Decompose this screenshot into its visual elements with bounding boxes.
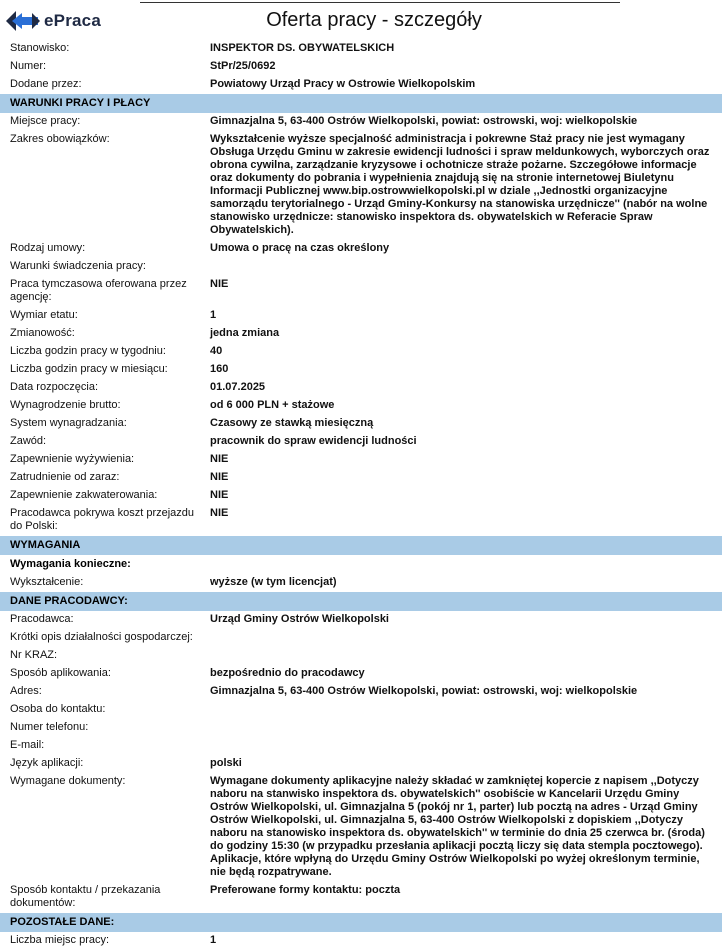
field-value: StPr/25/0692 (210, 60, 276, 72)
section-warunki-header (0, 94, 722, 113)
field-value: od 6 000 PLN + stażowe (210, 399, 335, 411)
field-label: Zatrudnienie od zaraz: (10, 471, 120, 483)
offer-details-table (0, 40, 722, 950)
field-value (200, 647, 722, 665)
detail-row (0, 379, 722, 397)
field-value: 01.07.2025 (210, 381, 266, 393)
field-value (200, 719, 722, 737)
field-label: Warunki świadczenia pracy: (10, 260, 146, 272)
detail-row (0, 415, 722, 433)
field-value: Umowa o pracę na czas określony (210, 242, 390, 254)
detail-row (0, 505, 722, 536)
field-label: Liczba miejsc pracy: (10, 934, 110, 946)
field-value: jedna zmiana (210, 327, 280, 339)
section-title: WARUNKI PRACY I PŁACY (0, 94, 722, 113)
field-value (200, 258, 722, 276)
detail-row (0, 58, 722, 76)
field-label: Wymagane dokumenty: (10, 775, 126, 787)
field-label: Osoba do kontaktu: (10, 703, 106, 715)
detail-row (0, 258, 722, 276)
section-wymagania-header (0, 536, 722, 555)
detail-row (0, 647, 722, 665)
section-title: POZOSTAŁE DANE: (0, 913, 722, 932)
field-label: Zapewnienie zakwaterowania: (10, 489, 158, 501)
detail-row (0, 433, 722, 451)
field-label: Zawód: (10, 435, 47, 447)
detail-row (0, 882, 722, 913)
field-label: Stanowisko: (10, 42, 70, 54)
page-title: Oferta pracy - szczegóły (266, 9, 482, 31)
detail-row (0, 131, 722, 240)
detail-row (0, 773, 722, 882)
field-value: 40 (210, 345, 223, 357)
requirements-subheading-row (0, 555, 722, 574)
field-value: 1 (210, 934, 217, 946)
field-label: Język aplikacji: (10, 757, 84, 769)
detail-row (0, 737, 722, 755)
detail-row (0, 451, 722, 469)
field-label: Rodzaj umowy: (10, 242, 86, 254)
detail-row (0, 629, 722, 647)
field-value (200, 629, 722, 647)
detail-row (0, 755, 722, 773)
field-value (200, 737, 722, 755)
detail-row (0, 701, 722, 719)
detail-row (0, 276, 722, 307)
detail-row (0, 240, 722, 258)
detail-row (0, 325, 722, 343)
field-label: Numer: (10, 60, 47, 72)
field-label: Nr KRAZ: (10, 649, 58, 661)
field-value: pracownik do spraw ewidencji ludności (210, 435, 417, 447)
field-label: Wymiar etatu: (10, 309, 78, 321)
field-value: polski (210, 757, 242, 769)
field-value: wyższe (w tym licencjat) (210, 576, 337, 588)
detail-row (0, 719, 722, 737)
detail-row (0, 361, 722, 379)
field-value: bezpośrednio do pracodawcy (210, 667, 365, 679)
logo-text: ePraca (44, 11, 101, 30)
requirements-subheading: Wymagania konieczne: (10, 558, 131, 570)
field-label: Liczba godzin pracy w tygodniu: (10, 345, 166, 357)
field-value: Gimnazjalna 5, 63-400 Ostrów Wielkopolski, powiat: ostrowski, woj: wielkopolskie (210, 685, 638, 697)
field-label: Krótki opis działalności gospodarczej: (10, 631, 193, 643)
field-label: Liczba godzin pracy w miesiącu: (10, 363, 168, 375)
field-value: NIE (210, 489, 229, 501)
field-label: Zmianowość: (10, 327, 75, 339)
detail-row (0, 343, 722, 361)
field-value: NIE (210, 507, 229, 519)
field-label: Wynagrodzenie brutto: (10, 399, 121, 411)
field-value: NIE (210, 453, 229, 465)
field-value: Wykształcenie wyższe specjalność administracja i pokrewne Staż pracy nie jest wymagany Obsługa Urzędu Gminu w zakresie ewidencji ludności i spraw meldunkowych, wyborczych oraz obrona cywilna, zarządzanie kryzysowe i ochotnicze straże pożarne. Szczegółowe informacje oraz dokumenty do pobrania i wypełnienia znajdują się na stronie internetowej Biuletynu Informacji Publicznej www.bip.ostrowwielkopolski.pl w dziale ,,Jednostki organizacyjne samorządu terytorialnego - Urząd Gminy-Konkursy na stanowiska urzędnicze'' (nabór na wolne stanowisko urzędnicze: stanowisko inspektora ds. obywatelskich w Referacie Spraw Obywatelskich). (210, 133, 710, 236)
field-label: Data rozpoczęcia: (10, 381, 99, 393)
field-value: Czasowy ze stawką miesięczną (210, 417, 374, 429)
field-value: Powiatowy Urząd Pracy w Ostrowie Wielkopolskim (210, 78, 476, 90)
detail-row (0, 113, 722, 131)
detail-row (0, 932, 722, 950)
top-rule (140, 2, 620, 3)
detail-row (0, 307, 722, 325)
field-value: 160 (210, 363, 229, 375)
field-value: NIE (210, 278, 229, 290)
field-value (200, 701, 722, 719)
section-title: WYMAGANIA (0, 536, 722, 555)
field-value: NIE (210, 471, 229, 483)
section-pracodawca-header (0, 592, 722, 611)
detail-row (0, 611, 722, 629)
field-label: Adres: (10, 685, 42, 697)
field-value: Wymagane dokumenty aplikacyjne należy składać w zamkniętej kopercie z napisem ,,Dotyczy naboru na stanwisko inspektora ds. obywatelskich'' osobiście w Kancelarii Urzędu Gminy Ostrów Wielkopolski, ul. Gimnazjalna 5 (pokój nr 1, parter) lub pocztą na adres - Urząd Gminy Ostrów Wielkopolski, ul. Gimnazjalna 5, 63-400 Ostrów Wielkopolski z dopiskiem ,,Dotyczy naboru na stanowisko inspektora ds. obywatelskich'' w terminie do dnia 25 czerwca br. (środa) do godziny 15:30 (w przypadku przesłania aplikacji pocztą liczy się data stempla pocztowego). Aplikacje, które wpłyną do Urzędu Gminy Ostrów Wielkopolski po wyżej określonym terminie, nie będą rozpatrywane. (210, 775, 705, 878)
section-title: DANE PRACODAWCY: (0, 592, 722, 611)
field-label: Zakres obowiązków: (10, 133, 110, 145)
field-label: Miejsce pracy: (10, 115, 81, 127)
field-label: Wykształcenie: (10, 576, 84, 588)
field-label: System wynagradzania: (10, 417, 127, 429)
field-label: Pracodawca pokrywa koszt przejazdu do Polski: (10, 507, 195, 532)
field-value: 1 (210, 309, 217, 321)
field-label: Dodane przez: (10, 78, 82, 90)
detail-row (0, 397, 722, 415)
detail-row (0, 76, 722, 94)
field-label: E-mail: (10, 739, 45, 751)
field-label: Zapewnienie wyżywienia: (10, 453, 135, 465)
field-value: Urząd Gminy Ostrów Wielkopolski (210, 613, 389, 625)
field-label: Sposób aplikowania: (10, 667, 111, 679)
detail-row (0, 683, 722, 701)
field-label: Pracodawca: (10, 613, 74, 625)
field-label: Praca tymczasowa oferowana przez agencję: (10, 278, 187, 303)
detail-row (0, 487, 722, 505)
field-label: Sposób kontaktu / przekazania dokumentów: (10, 884, 161, 909)
field-value: Preferowane formy kontaktu: poczta (210, 884, 401, 896)
detail-row (0, 469, 722, 487)
detail-row (0, 665, 722, 683)
section-pozostale-header (0, 913, 722, 932)
detail-row (0, 40, 722, 58)
field-label: Numer telefonu: (10, 721, 89, 733)
field-value: INSPEKTOR DS. OBYWATELSKICH (210, 42, 395, 54)
page-header (0, 0, 722, 40)
detail-row (0, 574, 722, 592)
field-value: Gimnazjalna 5, 63-400 Ostrów Wielkopolski, powiat: ostrowski, woj: wielkopolskie (210, 115, 638, 127)
